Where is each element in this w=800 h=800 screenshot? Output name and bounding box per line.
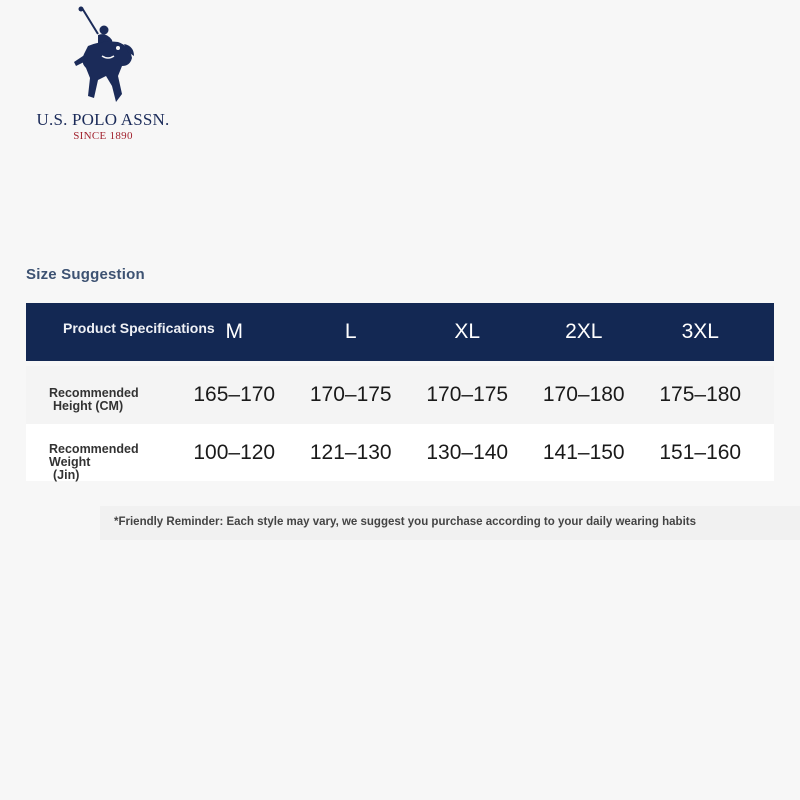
weight-value-3xl: 151–160 <box>659 440 742 464</box>
size-header-xl: XL <box>454 320 481 343</box>
weight-row <box>26 424 774 481</box>
weight-label-line2: (Jin) <box>53 468 80 482</box>
height-row <box>26 366 774 424</box>
brand-name: U.S. POLO ASSN. <box>36 110 170 129</box>
height-value-l: 170–175 <box>309 383 392 406</box>
height-label-line1: Recommended <box>49 386 139 400</box>
weight-value-m: 100–120 <box>193 440 276 464</box>
size-header-l: L <box>344 320 357 343</box>
height-label-line2: Height (CM) <box>53 399 124 413</box>
section-title: Size Suggestion <box>26 266 145 283</box>
weight-label-line1: Recommended Weight <box>49 442 139 469</box>
size-header-2xl: 2XL <box>565 320 603 343</box>
height-value-3xl: 175–180 <box>659 383 742 406</box>
header-label-cell <box>26 303 215 361</box>
height-value-xl: 170–175 <box>426 383 509 406</box>
weight-label <box>49 443 176 482</box>
size-table-header <box>26 303 774 361</box>
friendly-reminder <box>100 506 800 540</box>
height-label-cell <box>26 366 176 424</box>
weight-label-cell <box>26 424 176 481</box>
size-header-m: M <box>225 320 243 343</box>
height-value-m: 165–170 <box>193 383 276 406</box>
header-label: Product Specifications <box>63 320 215 336</box>
weight-value-2xl: 141–150 <box>542 440 625 464</box>
polo-player-icon <box>68 6 138 106</box>
height-value-2xl: 170–180 <box>542 383 625 406</box>
brand-logo <box>22 6 182 146</box>
size-table <box>26 303 774 481</box>
friendly-reminder-text: *Friendly Reminder: Each style may vary, we suggest you purchase according to your daily wearing habits <box>114 516 696 528</box>
weight-value-l: 121–130 <box>309 440 392 464</box>
brand-since: SINCE 1890 <box>73 130 133 142</box>
height-label <box>49 387 139 413</box>
weight-value-xl: 130–140 <box>426 440 509 464</box>
size-header-3xl: 3XL <box>681 320 719 343</box>
